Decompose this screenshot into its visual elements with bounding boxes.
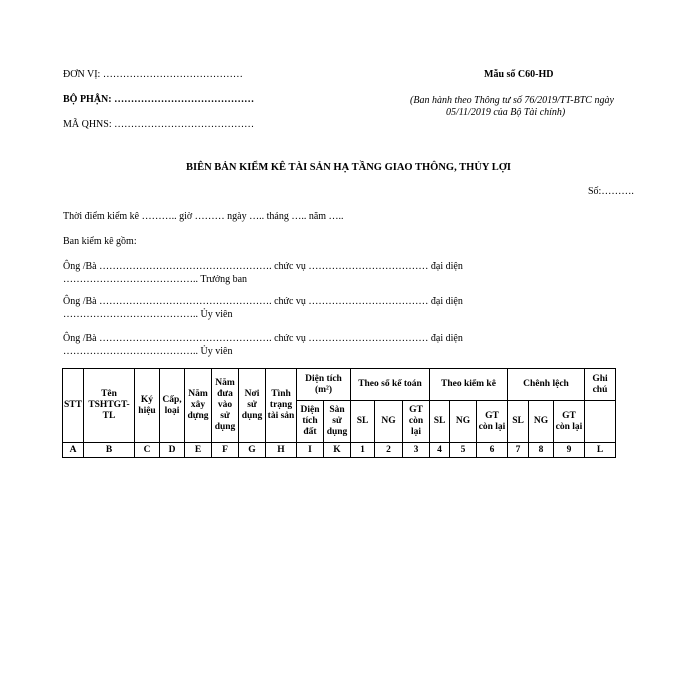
header-stt: STT	[63, 369, 84, 443]
col-letter: 7	[508, 443, 529, 458]
header-diff-ng: NG	[529, 401, 554, 443]
header-book-gt: GT còn lại	[403, 401, 430, 443]
member-1-line1: Ông /Bà ……………………………………………. chức vụ ……………………………… đại diện	[63, 261, 463, 272]
header-book-sl: SL	[351, 401, 375, 443]
header-area-group: Diện tích (m²)	[297, 369, 351, 401]
header-diff-sl: SL	[508, 401, 529, 443]
document-title: BIÊN BẢN KIỂM KÊ TÀI SẢN HẠ TẦNG GIAO THÔNG, THỦY LỢI	[186, 162, 511, 173]
unit-label: ĐƠN VỊ: ……………………………………	[63, 69, 243, 80]
col-letter: C	[135, 443, 160, 458]
col-letter: A	[63, 443, 84, 458]
col-letter: 4	[430, 443, 450, 458]
member-3-line1: Ông /Bà ……………………………………………. chức vụ ……………………………… đại diện	[63, 333, 463, 344]
col-letter: L	[585, 443, 616, 458]
header-diff-gt: GT còn lại	[554, 401, 585, 443]
member-3-line2: ………………………………….. Ủy viên	[63, 346, 233, 357]
inventory-table	[62, 368, 616, 458]
col-letter: 2	[375, 443, 403, 458]
header-status: Tình trạng tài sản	[266, 369, 297, 443]
member-2-line2: ………………………………….. Ủy viên	[63, 309, 233, 320]
header-count-sl: SL	[430, 401, 450, 443]
member-2-line1: Ông /Bà ……………………………………………. chức vụ ……………………………… đại diện	[63, 296, 463, 307]
header-use-year: Năm đưa vào sử dụng	[212, 369, 239, 443]
inventory-time: Thời điểm kiểm kê ……….. giờ ……… ngày ….. tháng ….. năm …..	[63, 211, 344, 222]
header-diff-group: Chênh lệch	[508, 369, 585, 401]
member-1-line2: ………………………………….. Trưởng ban	[63, 274, 248, 285]
header-count-gt: GT còn lại	[477, 401, 508, 443]
header-count-group: Theo kiểm kê	[430, 369, 508, 401]
col-letter: 8	[529, 443, 554, 458]
col-letter: F	[212, 443, 239, 458]
issued-by-line1: (Ban hành theo Thông tư số 76/2019/TT-BTC ngày	[410, 95, 614, 106]
form-code: Mẫu số C60-HD	[484, 69, 554, 80]
col-letter: 1	[351, 443, 375, 458]
col-letter: D	[160, 443, 185, 458]
header-place: Nơi sử dụng	[239, 369, 266, 443]
header-note-empty	[585, 401, 616, 443]
header-book-group: Theo sổ kế toán	[351, 369, 430, 401]
header-symbol: Ký hiệu	[135, 369, 160, 443]
header-area-floor: Sàn sử dụng	[324, 401, 351, 443]
col-letter: K	[324, 443, 351, 458]
department-label: BỘ PHẬN: ……………………………………	[63, 94, 255, 105]
header-note: Ghi chú	[585, 369, 616, 401]
col-letter: 6	[477, 443, 508, 458]
document-number: Số:……….	[588, 186, 634, 197]
qhns-label: MÃ QHNS: ……………………………………	[63, 119, 255, 130]
header-name: Tên TSHTGT-TL	[84, 369, 135, 443]
col-letter: 3	[403, 443, 430, 458]
header-count-ng: NG	[450, 401, 477, 443]
col-letter: 5	[450, 443, 477, 458]
header-area-land: Diện tích đất	[297, 401, 324, 443]
board-label: Ban kiểm kê gồm:	[63, 236, 137, 247]
header-book-ng: NG	[375, 401, 403, 443]
col-letter: G	[239, 443, 266, 458]
col-letter: H	[266, 443, 297, 458]
issued-by-line2: 05/11/2019 của Bộ Tài chính)	[446, 107, 566, 118]
col-letter: I	[297, 443, 324, 458]
col-letter: 9	[554, 443, 585, 458]
header-grade: Cấp, loại	[160, 369, 185, 443]
header-build-year: Năm xây dựng	[185, 369, 212, 443]
col-letter: E	[185, 443, 212, 458]
col-letter: B	[84, 443, 135, 458]
